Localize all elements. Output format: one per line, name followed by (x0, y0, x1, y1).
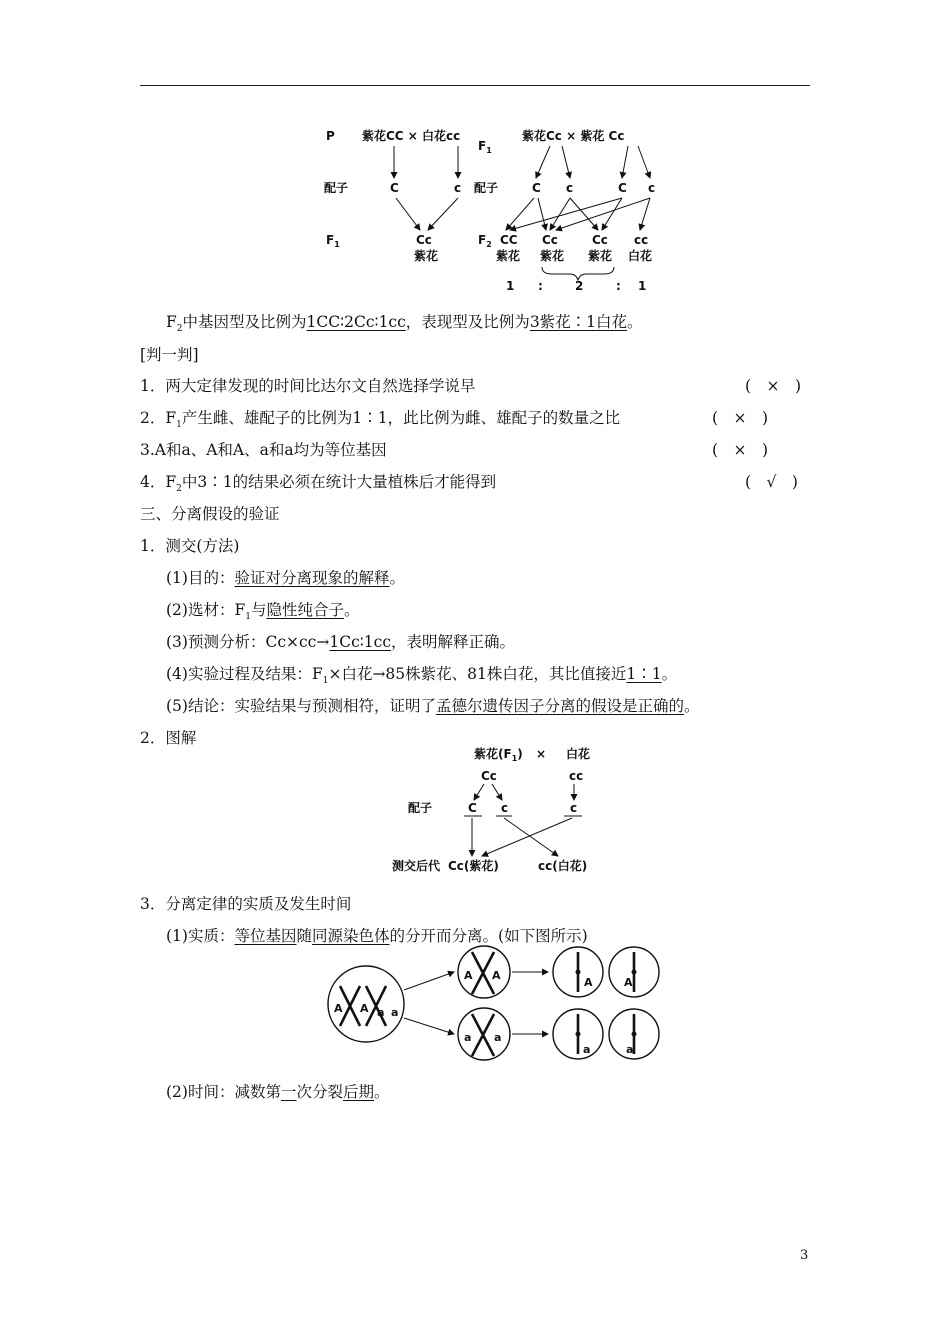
judge-mark-2: ( × ) (712, 409, 769, 427)
allele-label: A (584, 976, 593, 989)
gamete-label-left: 配子 (324, 181, 349, 195)
ratio: : (538, 279, 543, 293)
offspring-2: cc(白花) (538, 859, 588, 873)
allele-label: A (360, 1002, 369, 1015)
gamete-C-left: C (390, 181, 399, 195)
judge-item-4: 4．$F_2$中3∶1的结果必须在统计大量植株后才能得到 (140, 473, 497, 495)
page-number: 3 (800, 1248, 809, 1263)
parent-left: 紫花$(F_1)$ (474, 747, 523, 763)
allele-label: A (464, 969, 473, 982)
judge-heading: [判一判] (140, 346, 199, 364)
f1-label-right: $F_1$ (478, 139, 492, 155)
judge-item-2: 2．$F_1$产生雌、雄配子的比例为1∶1，此比例为雌、雄配子的数量之比 (140, 409, 621, 431)
cross-sign: × (536, 747, 547, 761)
parent-right: 白花 (566, 747, 591, 761)
f1-geno: Cc (416, 233, 432, 247)
segregation-time: (2)时间：减数第一次分裂后期。 (166, 1083, 390, 1101)
ratio: : (616, 279, 621, 293)
gamete-C-r2: C (618, 181, 627, 195)
judge-item-1: 1．两大定律发现的时间比达尔文自然选择学说早 (140, 377, 476, 395)
allele-label: a (583, 1043, 591, 1056)
ratio: 2 (575, 279, 584, 293)
allele-label: a (377, 1006, 385, 1019)
testcross-purpose: (1)目的：验证对分离现象的解释。 (166, 569, 405, 587)
judge-mark-3: ( × ) (712, 441, 769, 459)
f1-pheno: 紫花 (414, 249, 439, 263)
section3-sub2: 2．图解 (140, 729, 197, 747)
p-label: P (326, 129, 335, 143)
offspring-label: 测交后代 (392, 859, 441, 873)
f2-pheno: 紫花 (496, 249, 521, 263)
cross-diagram (320, 122, 670, 297)
allele-label: A (492, 969, 501, 982)
testcross-diagram (386, 744, 606, 880)
gamete-label: 配子 (408, 801, 433, 815)
section3-sub1: 1．测交(方法) (140, 537, 240, 555)
f2-geno: Cc (592, 233, 608, 247)
allele-label: a (464, 1031, 472, 1044)
allele-label: A (334, 1002, 343, 1015)
geno-right: cc (569, 769, 584, 783)
geno-left: Cc (481, 769, 497, 783)
gamete-c1: c (501, 801, 509, 815)
f2-pheno: 紫花 (588, 249, 613, 263)
allele-label: A (624, 976, 633, 989)
f2-label: $F_2$ (478, 233, 492, 249)
f1-cross: 紫花Cc × 紫花 Cc (522, 129, 625, 143)
testcross-prediction: (3)预测分析：Cc×cc→1Cc∶1cc，表明解释正确。 (166, 633, 516, 651)
testcross-conclusion: (5)结论：实验结果与预测相符，证明了孟德尔遗传因子分离的假设是正确的。 (166, 697, 700, 715)
judge-mark-4: ( √ ) (745, 473, 798, 491)
section3-sub3: 3．分离定律的实质及发生时间 (140, 895, 352, 913)
meiosis-diagram (322, 942, 664, 1066)
offspring-1: Cc(紫花) (448, 859, 499, 873)
gamete-c2: c (570, 801, 578, 815)
allele-label: a (391, 1006, 399, 1019)
summary-line: $F_2$中基因型及比例为1CC∶2Cc∶1cc，表现型及比例为3紫花∶1白花。 (166, 313, 643, 335)
header-rule (140, 85, 810, 86)
gamete-label-right: 配子 (474, 181, 499, 195)
allele-label: a (626, 1043, 634, 1056)
f2-pheno: 白花 (628, 249, 653, 263)
gamete-c-left: c (454, 181, 462, 195)
testcross-material: (2)选材：$F_1$与隐性纯合子。 (166, 601, 360, 623)
section3-heading: 三、分离假设的验证 (140, 505, 280, 523)
segregation-essence: (1)实质：等位基因随同源染色体的分开而分离。(如下图所示) (166, 927, 588, 945)
gamete-c-r2: c (648, 181, 656, 195)
allele-label: a (494, 1031, 502, 1044)
f1-label: $F_1$ (326, 233, 340, 249)
ratio: 1 (638, 279, 647, 293)
testcross-result: (4)实验过程及结果：$F_1\times$白花→85株紫花、81株白花，其比值接近1∶1。 (166, 665, 678, 687)
gamete-c-r1: c (566, 181, 574, 195)
f2-geno: Cc (542, 233, 558, 247)
f2-pheno: 紫花 (540, 249, 565, 263)
gamete-C-r1: C (532, 181, 541, 195)
f2-geno: CC (500, 233, 518, 247)
p-cross: 紫花CC × 白花cc (362, 129, 461, 143)
ratio: 1 (506, 279, 515, 293)
judge-mark-1: ( × ) (745, 377, 802, 395)
f2-geno: cc (634, 233, 649, 247)
gamete-C: C (468, 801, 477, 815)
judge-item-3: 3.A和a、A和A、a和a均为等位基因 (140, 441, 387, 459)
